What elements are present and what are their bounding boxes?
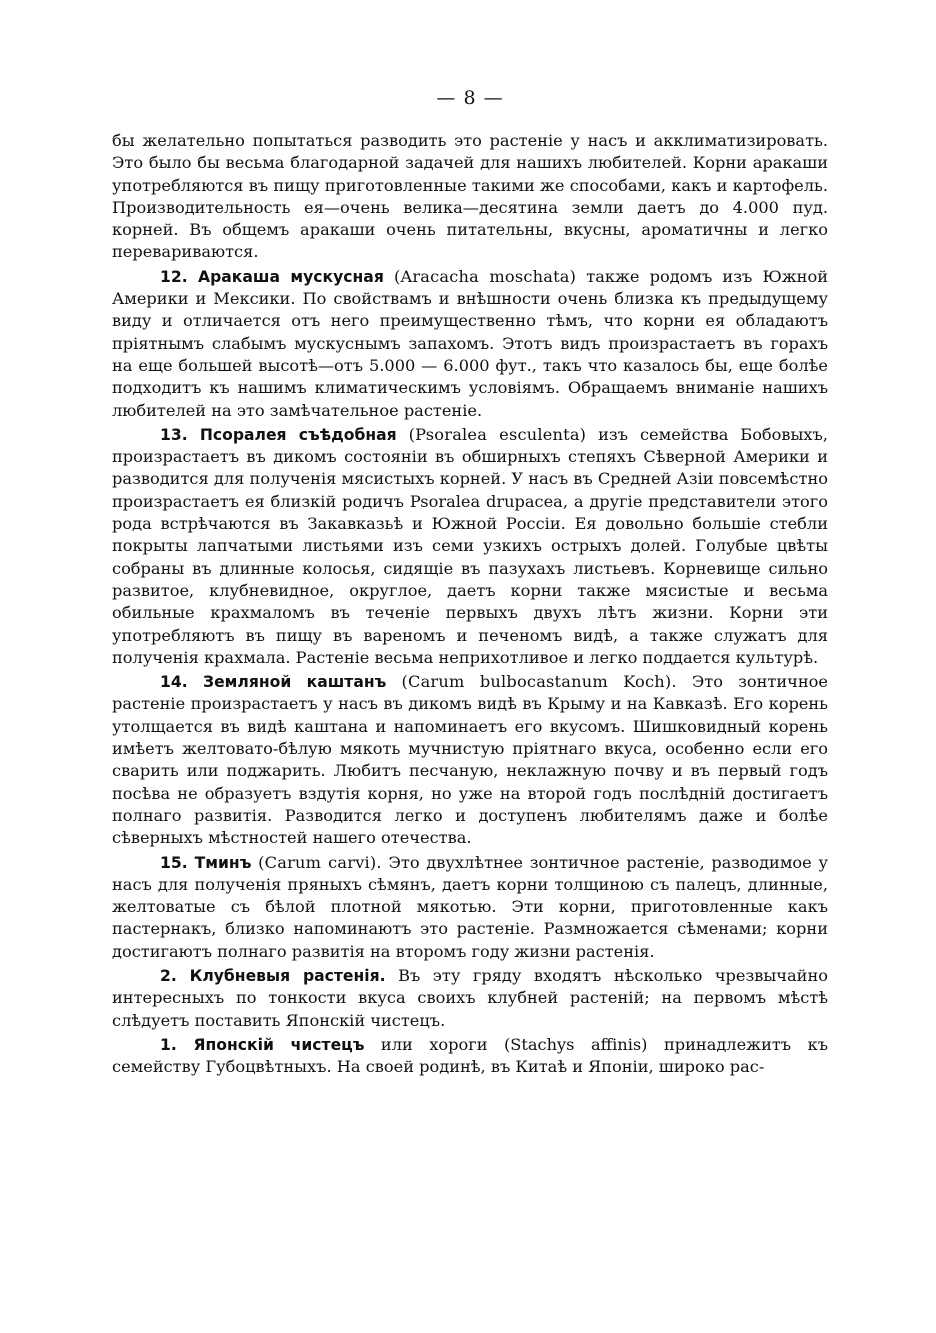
entry-latin-name: (Psoralea esculenta) bbox=[408, 424, 587, 444]
entry-stachys-affinis bbox=[112, 1034, 828, 1079]
section-heading: 2. Клубневыя растенія. bbox=[160, 966, 386, 985]
entry-text: Это зонтичное растеніе произрастаетъ у насъ въ дикомъ видѣ въ Крыму и на Кавказѣ. Его корень утолщается въ видѣ каштана и напоминаетъ его вкусомъ. Шишковидный корень имѣетъ желтовато-бѣлую мякоть мучнистую пріятнаго вкуса, особенно если его сварить или поджарить. Любитъ песчаную, неклажную почву и въ первый годъ посѣва не образуетъ вздутія корня, но уже на второй годъ послѣдній достигаетъ полнаго развитія. Разводится легко и доступенъ любителямъ даже и болѣе сѣверныхъ мѣстностей нашего отечества. bbox=[112, 672, 828, 848]
entry-text: Это двухлѣтнее зонтичное растеніе, разводимое у насъ для полученія пряныхъ сѣмянъ, даетъ корни толщиною съ палецъ, длинные, желтоватые съ бѣлой плотной мякотью. Эти корни, приготовленные какъ пастернакъ, близко напоминаютъ это растеніе. Размножается сѣменами; корни достигаютъ полнаго развитія на второмъ году жизни растенія. bbox=[112, 852, 828, 961]
page-number: — 8 — bbox=[436, 87, 504, 109]
entry-text: или хороги (Stachys affinis) принадлежитъ къ семейству Губоцвѣтныхъ. На своей родинѣ, въ Китаѣ и Японіи, широко рас- bbox=[112, 1034, 828, 1077]
entry-carum-bulbocastanum bbox=[112, 671, 828, 849]
paragraph-continuation bbox=[112, 130, 828, 264]
entry-latin-name: (Aracacha moschata) bbox=[393, 266, 577, 286]
entry-heading: 12. Аракаша мускусная bbox=[160, 267, 384, 286]
entry-psoralea-esculenta bbox=[112, 424, 828, 669]
entry-text: также родомъ изъ Южной Америки и Мексики. По свойствамъ и внѣшности очень близка къ предыдущему виду и отличается отъ него преимущественно тѣмъ, что корни ея обладаютъ пріятнымъ слабымъ мускуснымъ запахомъ. Этотъ видъ произрастаетъ въ горахъ на еще большей высотѣ—отъ 5.000 — 6.000 фут., такъ что казалось бы, еще болѣе подходитъ къ нашимъ климатическимъ условіямъ. Обращаемъ вниманіе нашихъ любителей на это замѣчательное растеніе. bbox=[112, 266, 828, 420]
entry-heading: 1. Японскій чистецъ bbox=[160, 1035, 365, 1054]
entry-heading: 14. Земляной каштанъ bbox=[160, 673, 387, 692]
entry-text: изъ семейства Бобовыхъ, произрастаетъ въ дикомъ состояніи въ обширныхъ степяхъ Сѣверной Америки и разводится для полученія мясистыхъ корней. У насъ въ Средней Азіи повсемѣстно произрастаетъ ея близкій родичъ Psoralea drupacea, а другіе представители этого рода встрѣчаются въ Закавказьѣ и Южной Россіи. Ея довольно большіе стебли покрыты лапчатыми листьями изъ семи узкихъ острыхъ долей. Голубые цвѣты собраны въ длинные колосья, сидящіе въ пазухахъ листьевъ. Корневище сильно развитое, клубневидное, округлое, даетъ корни также мясистые и весьма обильные крахмаломъ въ теченіе первыхъ двухъ лѣтъ жизни. Корни эти употребляютъ въ пищу въ вареномъ и печеномъ видѣ, а также служатъ для полученія крахмала. Растеніе весьма неприхотливое и легко поддается культурѣ. bbox=[112, 424, 828, 667]
section-text: Въ эту гряду входятъ нѣсколько чрезвычайно интересныхъ по тонкости вкуса своихъ клубней растеній; на первомъ мѣстѣ слѣдуетъ поставить Японскій чистецъ. bbox=[112, 965, 828, 1030]
entry-heading: 13. Псоралея съѣдобная bbox=[160, 425, 397, 444]
entry-latin-name: (Carum bulbocastanum Koch). bbox=[401, 672, 677, 692]
entry-heading: 15. Тминъ bbox=[160, 853, 252, 872]
entry-latin-name: (Carum carvi). bbox=[258, 852, 382, 872]
section-tuberous-plants bbox=[112, 965, 828, 1032]
document-page bbox=[112, 86, 828, 1080]
entry-aracacha-moschata bbox=[112, 266, 828, 422]
paragraph-text: бы желательно попытаться разводить это растеніе у насъ и акклиматизировать. Это было бы весьма благодарной задачей для нашихъ любителей. Корни аракаши употребляются въ пищу приготовленные такими же способами, какъ и картофель. Производительность ея—очень велика—десятина земли даетъ до 4.000 пуд. корней. Въ общемъ аракаши очень питательны, вкусны, ароматичны и легко перевариваются. bbox=[112, 131, 828, 262]
entry-carum-carvi bbox=[112, 852, 828, 963]
